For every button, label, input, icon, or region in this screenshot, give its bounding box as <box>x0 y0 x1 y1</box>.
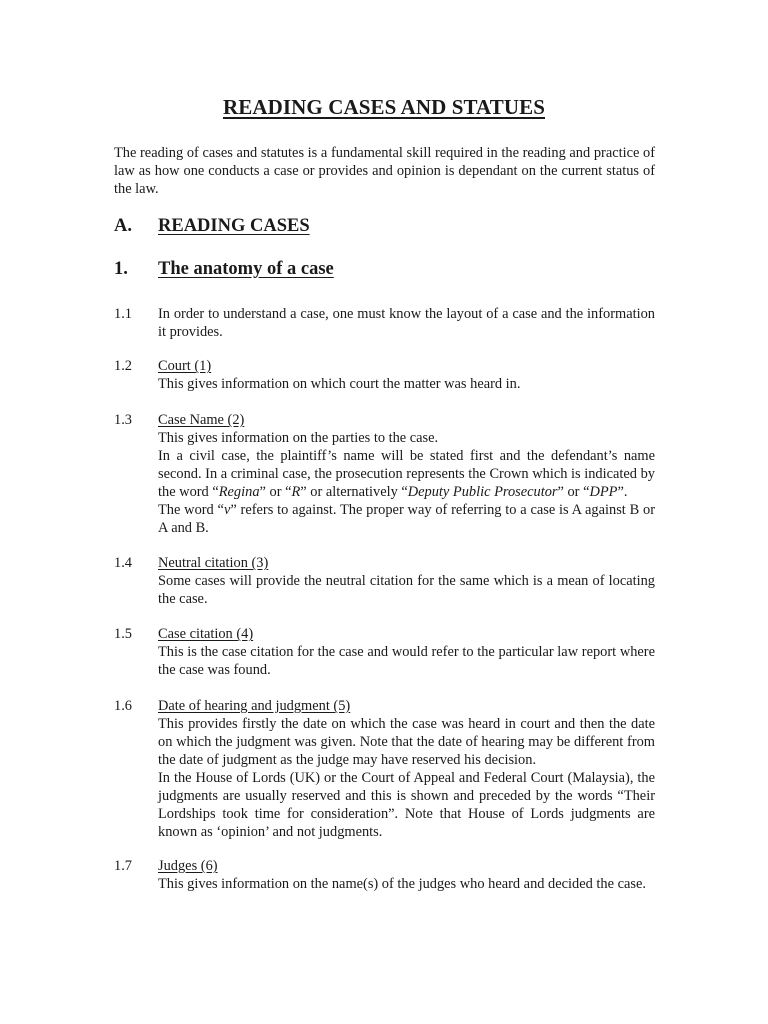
clause-title: Date of hearing and judgment (5) <box>158 698 351 714</box>
clause-number: 1.4 <box>114 555 132 571</box>
clause-text: This gives information on which court the matter was heard in. <box>158 376 521 392</box>
clause-text: This provides firstly the date on which the case was heard in court and then the date on which the judgment was given. Note that the date of hearing may be different from the date of judgment as the judge may have reserved his decision. <box>158 716 655 768</box>
clause-text <box>158 501 655 537</box>
clause-text <box>158 447 655 501</box>
text-run-italic: Regina <box>218 484 260 500</box>
clause-number: 1.2 <box>114 358 132 374</box>
clause-text: In order to understand a case, one must know the layout of a case and the information it provides. <box>158 306 655 340</box>
clause-number: 1.3 <box>114 412 132 428</box>
section-number: A. <box>114 216 132 236</box>
text-run: ”. <box>617 484 628 500</box>
text-run: The word “ <box>158 502 224 518</box>
text-run-italic: R <box>291 484 301 500</box>
clause-number: 1.7 <box>114 858 132 874</box>
clause-text: This gives information on the name(s) of the judges who heard and decided the case. <box>158 876 646 892</box>
section-title: The anatomy of a case <box>158 259 334 279</box>
text-run: ” or alternatively “ <box>300 484 408 500</box>
text-run: ” or “ <box>557 484 590 500</box>
text-run-italic: Deputy Public Prosecutor <box>407 484 558 500</box>
section-number: 1. <box>114 259 128 279</box>
clause-title: Case Name (2) <box>158 412 245 428</box>
text-run: ” refers to against. The proper way of referring to a case is A against B or A and B. <box>158 502 656 536</box>
clause-number: 1.1 <box>114 306 132 322</box>
clause-1-7 <box>114 857 655 893</box>
clause-text: Some cases will provide the neutral citation for the same which is a mean of locating the case. <box>158 573 655 607</box>
intro-paragraph: The reading of cases and statutes is a fundamental skill required in the reading and practice of law as how one conducts a case or provides and opinion is dependant on the current status of the law. <box>114 145 655 197</box>
clause-1-1 <box>114 305 655 341</box>
section-title: READING CASES <box>158 216 310 236</box>
clause-number: 1.6 <box>114 698 132 714</box>
section-heading-1 <box>114 259 334 280</box>
clause-title: Court (1) <box>158 358 212 374</box>
clause-1-3 <box>114 411 655 537</box>
clause-text: This gives information on the parties to the case. <box>158 430 439 446</box>
clause-title: Neutral citation (3) <box>158 555 269 571</box>
clause-text: In the House of Lords (UK) or the Court of Appeal and Federal Court (Malaysia), the judgments are usually reserved and this is shown and preceded by the words “Their Lordships took time for consideration”. Note that House of Lords judgments are known as ‘opinion’ and not judgments. <box>158 770 655 840</box>
clause-title: Judges (6) <box>158 858 218 874</box>
text-run: ” or “ <box>259 484 292 500</box>
text-run: In a civil case, the plaintiff’s name will be stated first and the defendant’s name second. In a criminal case, the prosecution represents the Crown which is indicated by the word “ <box>158 448 655 500</box>
clause-number: 1.5 <box>114 626 132 642</box>
document-title: READING CASES AND STATUES <box>222 95 546 119</box>
clause-1-2 <box>114 357 655 393</box>
clause-1-6 <box>114 697 655 841</box>
clause-1-5 <box>114 625 655 679</box>
section-heading-a <box>114 216 310 237</box>
clause-1-4 <box>114 554 655 608</box>
clause-title: Case citation (4) <box>158 626 254 642</box>
text-run-italic: DPP <box>589 484 618 500</box>
text-run-italic: v <box>223 502 231 518</box>
clause-text: This is the case citation for the case and would refer to the particular law report where the case was found. <box>158 644 655 678</box>
